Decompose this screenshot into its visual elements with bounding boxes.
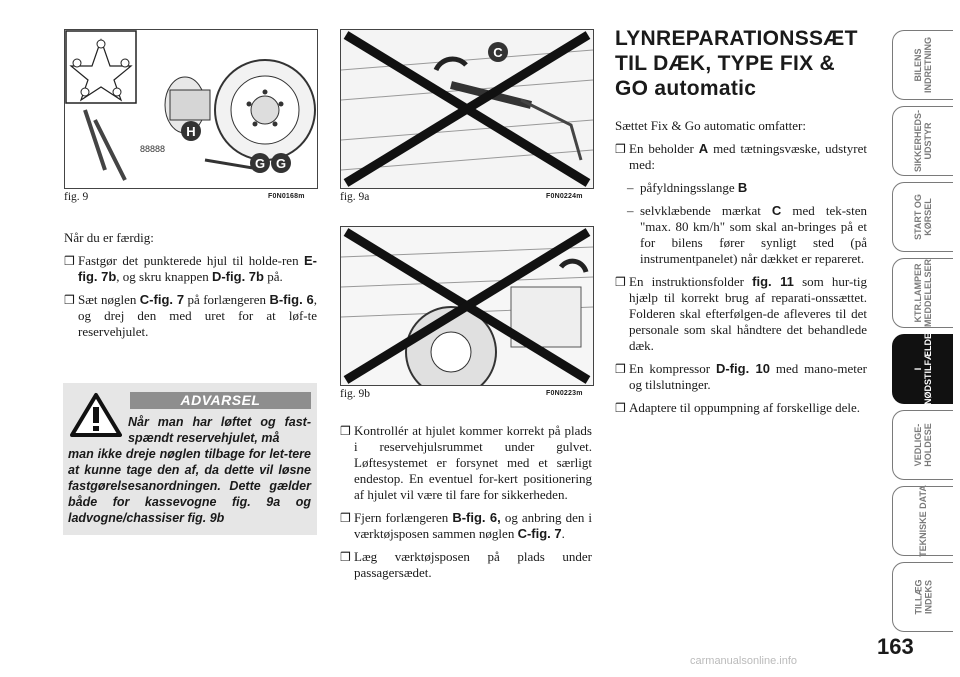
callout-c [488,42,508,62]
tab-ktr-lamper[interactable]: KTR.LAMPER MEDDELELSER [892,258,953,328]
warning-text-top: Når man har løftet og fast-spændt reservehjulet, må [128,415,311,445]
chassis-spare-wheel-illustration [341,227,593,385]
figure-9a [340,29,594,189]
fig-9-caption: fig. 9 [64,191,89,203]
checkbox-bullet-icon: ❒ [340,424,351,438]
checkbox-bullet-icon: ❒ [64,293,75,307]
fig-9b-code: F0N0223m [546,390,583,397]
warning-text-body: man ikke dreje nøglen tilbage for let-tere at kunne tage den af, da dette vil løsne fastgørelsesanordningen. Dette gælder både for kassevogne fig. 9a og ladvogne/chassiser fig. 9b [68,447,311,525]
list-item: ❒ Fjern forlængeren B-fig. 6, og anbring den i værktøjsposen sammen nøglen C-fig. 7. [340,510,592,541]
left-column [64,230,317,347]
callout-h [181,121,201,141]
tab-start-og-korsel[interactable]: START OG KØRSEL [892,182,953,252]
checkbox-bullet-icon: ❒ [615,401,626,415]
list-subitem: – påfyldningsslange B [627,180,748,195]
fig-9a-code: F0N0224m [546,193,583,200]
fig-9-code: F0N0168m [268,193,305,200]
checkbox-bullet-icon: ❒ [615,275,626,289]
svg-text:88888: 88888 [140,144,166,154]
middle-column [340,423,592,588]
figure-9 [64,29,318,189]
warning-triangle-icon [70,392,122,438]
svg-text:G: G [275,156,287,171]
svg-text:C: C [493,45,503,60]
left-intro: Når du er færdig: [64,230,154,245]
checkbox-bullet-icon: ❒ [615,362,626,376]
tab-tillaeg-indeks[interactable]: TILLÆG INDEKS [892,562,953,632]
right-intro: Sættet Fix & Go automatic omfatter: [615,118,807,133]
tab-bilens-indretning[interactable]: BILENS INDRETNING [892,30,953,100]
tab-sikkerhedsudstyr[interactable]: SIKKERHEDS- UDSTYR [892,106,953,176]
list-item: ❒ Læg værktøjsposen på plads under passagersædet. [340,549,592,580]
right-column [615,118,867,423]
callout-g-2 [271,153,291,173]
page-number: 163 [877,634,914,659]
fig-9b-caption: fig. 9b [340,388,371,400]
wheel-hub-illustration [65,30,317,188]
list-item: ❒ En beholder A med tætningsvæske, udstyret med: [615,141,867,172]
figure-9b [340,226,594,386]
svg-text:H: H [186,124,196,139]
warning-heading: ADVARSEL [130,392,311,409]
list-item: ❒ En instruktionsfolder fig. 11 som hur-tig hjælp til korrekt brug af reparati-onssættet. Folderen skal efterfølgen-de afleveres til det personale som skal håndtere det behandlede dæk. [615,274,867,353]
checkbox-bullet-icon: ❒ [615,142,626,156]
list-item: ❒ Adaptere til oppumpning af forskellige dele. [615,400,861,415]
list-item: ❒ En kompressor D-fig. 10 med mano-meter og tilslutninger. [615,361,867,392]
tab-vedligeholdelse[interactable]: VEDLIGE- HOLDESE [892,410,953,480]
watermark-text: carmanualsonline.info [690,655,798,667]
fig-9a-caption: fig. 9a [340,191,370,203]
section-title: LYNREPARATIONSSÆT TIL DÆK, TYPE FIX & GO automatic [615,27,858,100]
checkbox-bullet-icon: ❒ [64,254,75,268]
tab-nodstilfaelde[interactable]: I NØDSTILFÆLDE [892,334,953,404]
van-spare-wheel-illustration [341,30,593,188]
tab-tekniske-data[interactable]: TEKNISKE DATA [892,486,953,556]
list-item: ❒ Fastgør det punkterede hjul til holde-ren E-fig. 7b, og skru knappen D-fig. 7b på. [64,253,317,284]
list-subitem: – selvklæbende mærkat C med tek-sten "max. 80 km/h" som skal an-bringes på et for bilens fører synligt sted (på instrumentpanelet) når dækket er repareret. [627,203,867,266]
list-item: ❒ Sæt nøglen C-fig. 7 på forlængeren B-fig. 6, og drej den med uret for at løf-te reservehjulet. [64,292,317,339]
checkbox-bullet-icon: ❒ [340,550,351,564]
callout-g-1 [250,153,270,173]
svg-text:G: G [254,156,266,171]
checkbox-bullet-icon: ❒ [340,511,351,525]
list-item: ❒ Kontrollér at hjulet kommer korrekt på plads i reservehjulsrummet under gulvet. Løftesystemet er forsynet med et særligt endestop. En eventuel for-kert positionering af hjulet vil være til fare for sikkerheden. [340,423,592,502]
